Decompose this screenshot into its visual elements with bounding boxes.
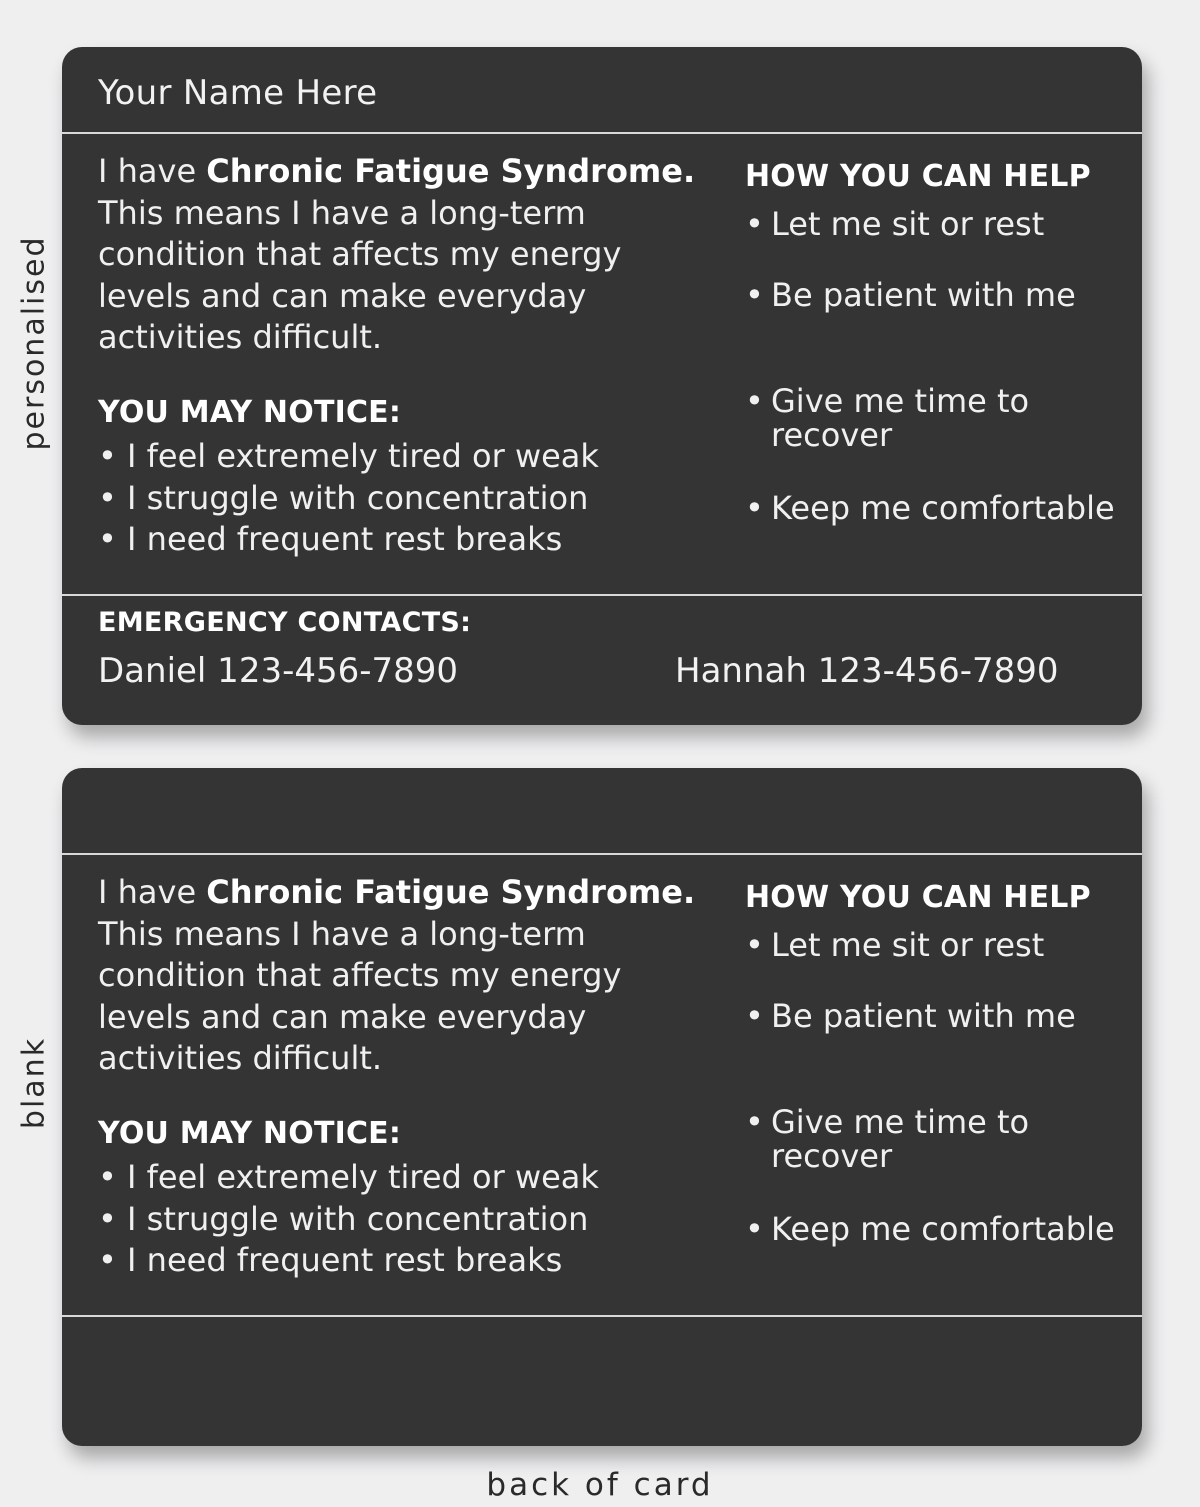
bullet-icon: • [745,926,764,964]
help-item [745,1212,1125,1246]
card-name: Your Name Here [98,73,378,113]
emergency-contact-2: Hannah 123-456-7890 [675,651,1059,691]
emergency-contact-1: Daniel 123-456-7890 [98,651,459,691]
notice-item: • I struggle with concentration [98,478,589,517]
notice-item: • I feel extremely tired or weak [98,437,599,475]
condition-description [98,151,718,359]
bullet-icon: • [745,276,764,314]
help-item-text: Let me sit or rest [771,205,1045,243]
bullet-icon: • [745,382,764,420]
bullet-icon: • [745,1103,764,1141]
condition-description [98,872,718,1080]
help-item-text: Be patient with me [771,276,1076,314]
bullet-icon: • [745,489,764,527]
footer-divider [62,1315,1142,1317]
help-item [745,999,1125,1033]
help-item-text: Be patient with me [771,997,1076,1035]
bullet-icon: • [745,205,764,243]
help-item [745,278,1125,312]
emergency-heading: EMERGENCY CONTACTS: [98,607,472,638]
notice-list [98,1157,599,1282]
help-item-text: Keep me comfortable [771,1210,1115,1248]
notice-item: • I struggle with concentration [98,1199,589,1238]
help-item [745,1105,1125,1173]
bullet-icon: • [745,997,764,1035]
header-divider [62,853,1142,855]
help-item-text: Keep me comfortable [771,489,1115,527]
header-divider [62,132,1142,134]
condition-name: Chronic Fatigue Syndrome. [206,152,696,190]
condition-name: Chronic Fatigue Syndrome. [206,873,696,911]
help-item-text: Let me sit or rest [771,926,1045,964]
intro-rest: This means I have a long-term condition that affects my energy levels and can make everyday activities difficult. [98,193,622,356]
help-item [745,491,1125,525]
intro-rest: This means I have a long-term condition that affects my energy levels and can make everyday activities difficult. [98,914,622,1077]
back-of-card-label: back of card [486,1467,714,1503]
notice-item: • I feel extremely tired or weak [98,1158,599,1196]
blank-label: blank [16,1036,52,1130]
notice-item: • I need frequent rest breaks [98,1241,563,1279]
notice-list [98,436,599,561]
personalised-card [62,47,1142,725]
help-item [745,928,1125,962]
notice-item: • I need frequent rest breaks [98,520,563,558]
intro-prefix: I have [98,873,207,911]
help-item-text: Give me time to recover [771,1103,1030,1175]
personalised-label: personalised [16,235,52,451]
help-heading: HOW YOU CAN HELP [745,159,1091,194]
help-item [745,384,1125,452]
help-item-text: Give me time to recover [771,382,1030,454]
help-heading: HOW YOU CAN HELP [745,880,1091,915]
blank-card [62,768,1142,1446]
notice-heading: YOU MAY NOTICE: [98,395,402,430]
intro-prefix: I have [98,152,207,190]
footer-divider [62,594,1142,596]
help-item [745,207,1125,241]
bullet-icon: • [745,1210,764,1248]
notice-heading: YOU MAY NOTICE: [98,1116,402,1151]
